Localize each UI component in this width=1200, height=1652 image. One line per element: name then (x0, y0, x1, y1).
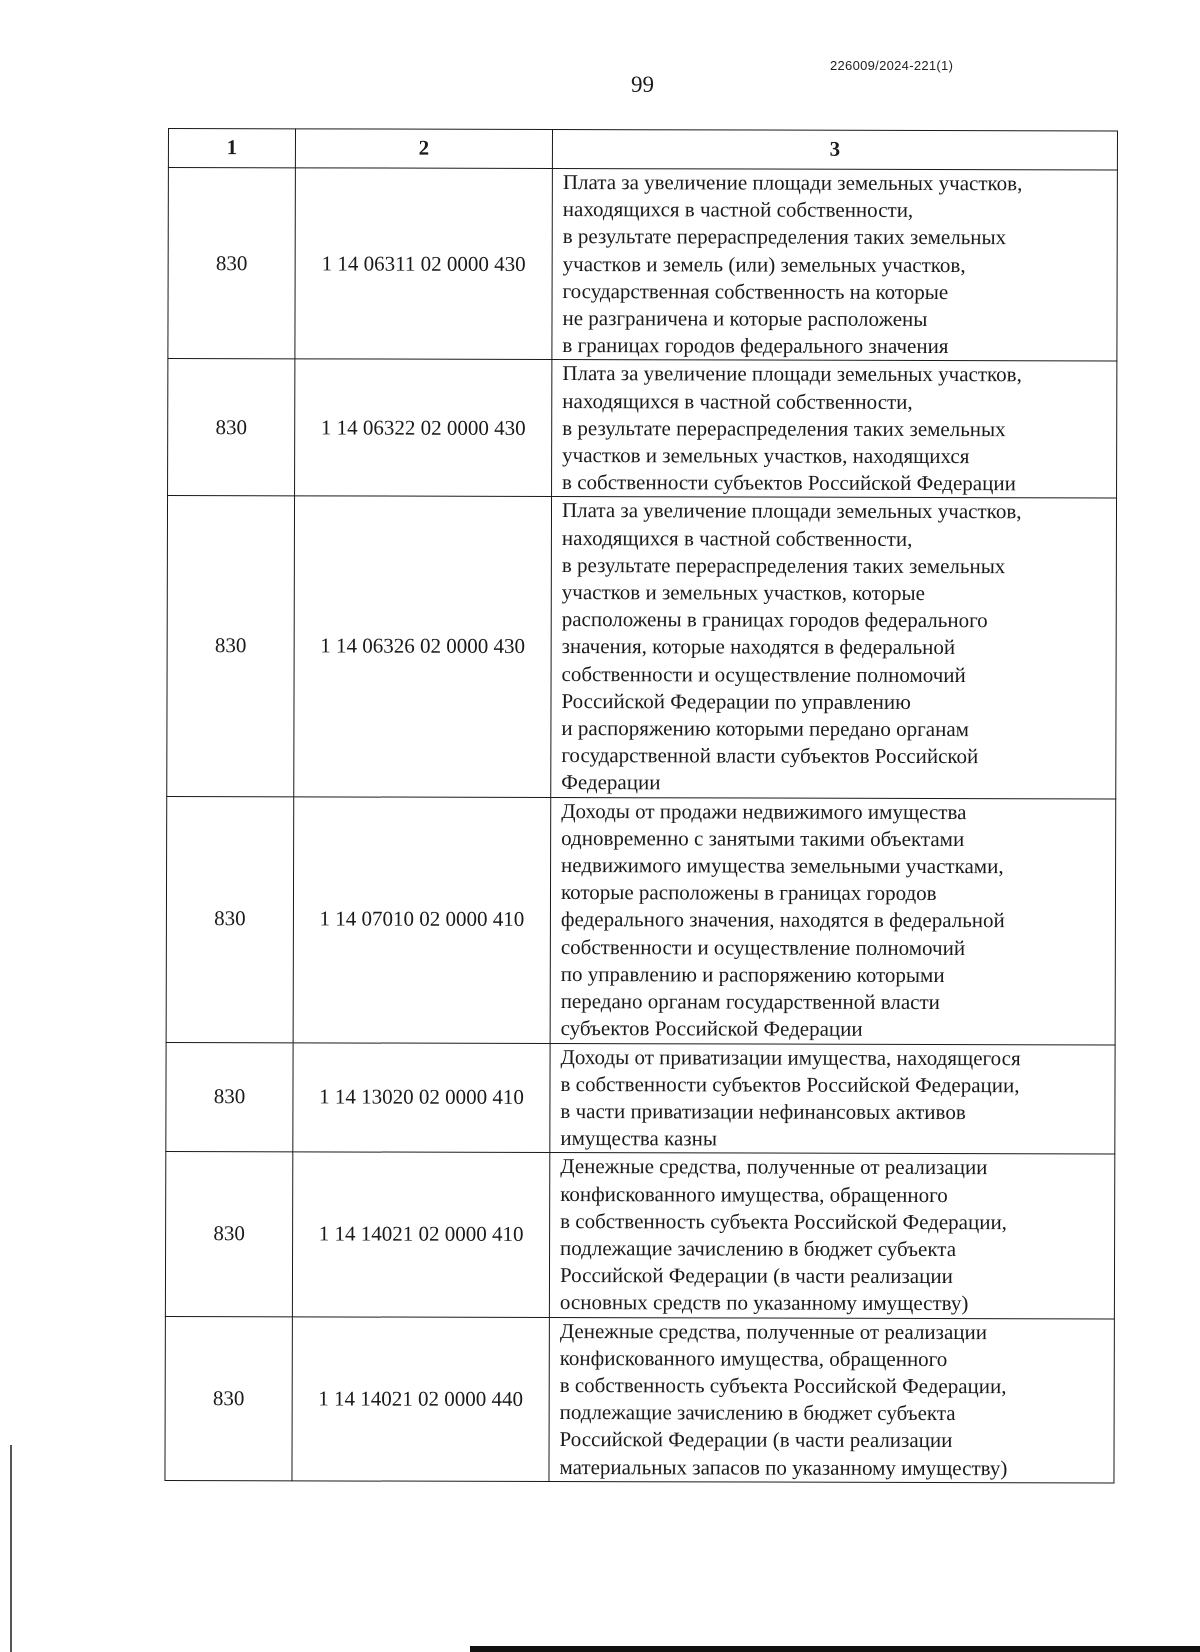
admin-code-cell: 830 (166, 796, 294, 1042)
kbk-code-cell: 1 14 06322 02 0000 430 (295, 359, 552, 497)
table-row (166, 1042, 1115, 1154)
table-row (165, 1316, 1114, 1483)
description-cell: Денежные средства, полученные от реализации конфискованного имущества, обращенного в собственность субъекта Российской Федерации, подлежащие зачислению в бюджет субъекта Российской Федерации (в части реализации материальных запасов по указанному имуществу) (549, 1317, 1114, 1483)
document-registration-number: 226009/2024-221(1) (830, 58, 954, 73)
table-row (168, 359, 1117, 498)
admin-code-cell: 830 (166, 1042, 293, 1152)
column-header-1: 1 (168, 129, 295, 168)
description-cell: Денежные средства, полученные от реализации конфискованного имущества, обращенного в собственность субъекта Российской Федерации, подлежащие зачислению в бюджет субъекта Российской Федерации (в части реализации основных средств по указанному имуществу) (549, 1153, 1114, 1319)
admin-code-cell: 830 (167, 496, 295, 797)
admin-code-cell: 830 (168, 168, 296, 360)
scan-edge-line (10, 1445, 12, 1652)
admin-code-cell: 830 (168, 359, 295, 496)
kbk-code-cell: 1 14 14021 02 0000 440 (292, 1316, 549, 1481)
table-row (165, 1152, 1114, 1319)
column-header-3: 3 (552, 130, 1117, 170)
table-header-row (168, 129, 1117, 170)
column-header-2: 2 (295, 129, 552, 169)
kbk-code-cell: 1 14 06311 02 0000 430 (295, 168, 553, 360)
kbk-code-cell: 1 14 13020 02 0000 410 (293, 1042, 550, 1152)
description-cell: Доходы от приватизации имущества, находящегося в собственности субъектов Российской Федерации, в части приватизации нефинансовых активов имущества казны (550, 1043, 1115, 1154)
description-cell: Плата за увеличение площади земельных участков, находящихся в частной собственности, в результате перераспределения таких земельных участков и земельных участков, которые расположены в границах городов федерального значения, которые находятся в федеральной собственности и осуществление полномочий Российской Федерации по управлению и распоряжению которыми передано органам государственной власти субъектов Российской Федерации (551, 497, 1117, 799)
admin-code-cell: 830 (165, 1152, 292, 1317)
description-cell: Доходы от продажи недвижимого имущества одновременно с занятыми такими объектами недвижимого имущества земельными участками, которые расположены в границах городов федерального значения, находятся в федеральной собственности и осуществление полномочий по управлению и распоряжению которыми передано органам государственной власти субъектов Российской Федерации (550, 797, 1116, 1044)
description-cell: Плата за увеличение площади земельных участков, находящихся в частной собственности, в результате перераспределения таких земельных участков и земельных участков, находящихся в собственности субъектов Российской Федерации (552, 360, 1117, 498)
table-row (168, 168, 1117, 362)
budget-codes-table (164, 128, 1118, 1483)
description-cell: Плата за увеличение площади земельных участков, находящихся в частной собственности, в результате перераспределения таких земельных участков и земель (или) земельных участков, государственная собственность на которые не разграничена и которые расположены в границах городов федерального значения (552, 169, 1117, 362)
admin-code-cell: 830 (165, 1316, 292, 1481)
kbk-code-cell: 1 14 07010 02 0000 410 (293, 797, 551, 1044)
scan-bottom-edge (470, 1646, 1200, 1652)
table-row (167, 496, 1117, 799)
kbk-code-cell: 1 14 14021 02 0000 410 (292, 1152, 549, 1317)
table-row (166, 796, 1116, 1044)
kbk-code-cell: 1 14 06326 02 0000 430 (294, 496, 552, 797)
page-number: 99 (631, 72, 654, 97)
